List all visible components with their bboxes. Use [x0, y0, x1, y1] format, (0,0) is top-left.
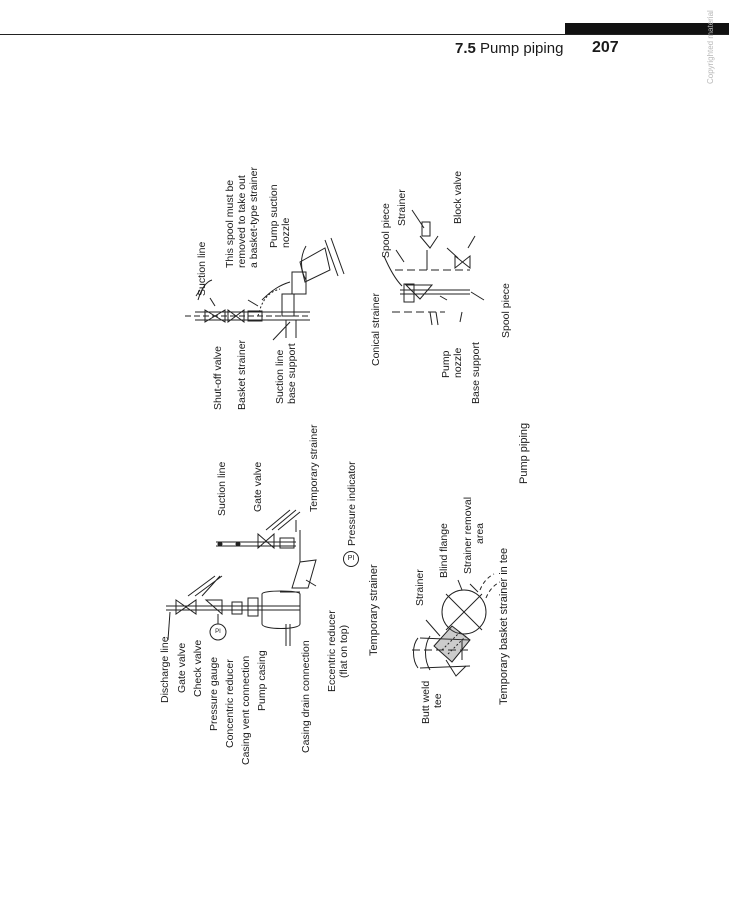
label-block-valve: Block valve — [452, 170, 464, 224]
eccentric-reducer-line1: Eccentric reducer — [326, 610, 338, 692]
butt-weld-line1: Butt weld — [420, 680, 432, 724]
strainer-removal-line2: area — [474, 522, 486, 544]
label-spool-piece-bottom: Spool piece — [500, 283, 512, 338]
label-butt-weld-tee — [420, 681, 444, 724]
caption-pump-piping: Pump piping — [518, 422, 530, 484]
pump-suction-nozzle-line2: nozzle — [280, 217, 292, 248]
label-concentric-reducer: Concentric reducer — [224, 659, 236, 748]
spool-note-line3: a basket-type strainer — [248, 167, 260, 268]
spool-note-line2: removed to take out — [236, 175, 248, 268]
caption-temporary-strainer: Temporary strainer — [368, 564, 380, 656]
temporary-strainer-drawing — [166, 510, 316, 646]
label-strainer-removal-area — [462, 497, 486, 574]
pump-nozzle-line1: Pump — [440, 350, 452, 378]
label-casing-vent-connection: Casing vent connection — [240, 655, 252, 765]
label-pressure-indicator: Pressure indicator — [346, 461, 358, 546]
label-gate-valve-1: Gate valve — [176, 642, 188, 693]
pump-nozzle-line2: nozzle — [452, 347, 464, 378]
strainer-removal-line1: Strainer removal — [462, 496, 474, 574]
pump-suction-nozzle-line1: Pump suction — [268, 184, 280, 248]
spool-note-line1: This spool must be — [224, 179, 236, 268]
pi-symbol-gauge: PI — [215, 629, 221, 635]
basket-strainer-drawing — [185, 238, 344, 340]
label-conical-strainer: Conical strainer — [370, 293, 382, 366]
label-basket-strainer: Basket strainer — [236, 339, 248, 410]
caption-basket-strainer-tee: Temporary basket strainer in tee — [498, 547, 510, 705]
label-blind-flange: Blind flange — [438, 523, 450, 578]
label-pressure-gauge: Pressure gauge — [208, 656, 220, 731]
label-strainer-top: Strainer — [396, 189, 408, 226]
label-shutoff-valve: Shut-off valve — [212, 345, 224, 410]
label-spool-piece-top: Spool piece — [380, 203, 392, 258]
label-temporary-strainer: Temporary strainer — [308, 424, 320, 512]
label-spool-note — [224, 167, 260, 268]
conical-strainer-drawing — [384, 210, 484, 325]
eccentric-reducer-line2: (flat on top) — [338, 624, 350, 678]
label-pump-suction-nozzle — [268, 184, 292, 248]
label-discharge-line: Discharge line — [159, 636, 171, 703]
label-suction-base-support — [274, 343, 298, 404]
pi-symbol-legend: PI — [343, 551, 359, 567]
label-pump-nozzle — [440, 348, 464, 378]
label-pump-casing: Pump casing — [256, 650, 268, 711]
page-number: 207 — [592, 39, 619, 56]
label-suction-line-bottom: Suction line — [216, 461, 228, 516]
label-base-support: Base support — [470, 342, 482, 404]
watermark: Copyrighted material — [706, 10, 715, 84]
suction-base-support-line1: Suction line — [274, 349, 286, 404]
suction-base-support-line2: base support — [286, 343, 298, 404]
label-suction-line-top: Suction line — [196, 241, 208, 296]
butt-weld-line2: tee — [432, 693, 444, 708]
label-check-valve: Check valve — [192, 639, 204, 697]
label-strainer-bottom: Strainer — [414, 569, 426, 606]
label-eccentric-reducer — [326, 610, 350, 692]
label-casing-drain-connection: Casing drain connection — [300, 640, 312, 753]
section-number: 7.5 — [455, 40, 476, 57]
label-gate-valve-2: Gate valve — [252, 461, 264, 512]
section-title: Pump piping — [480, 40, 564, 57]
